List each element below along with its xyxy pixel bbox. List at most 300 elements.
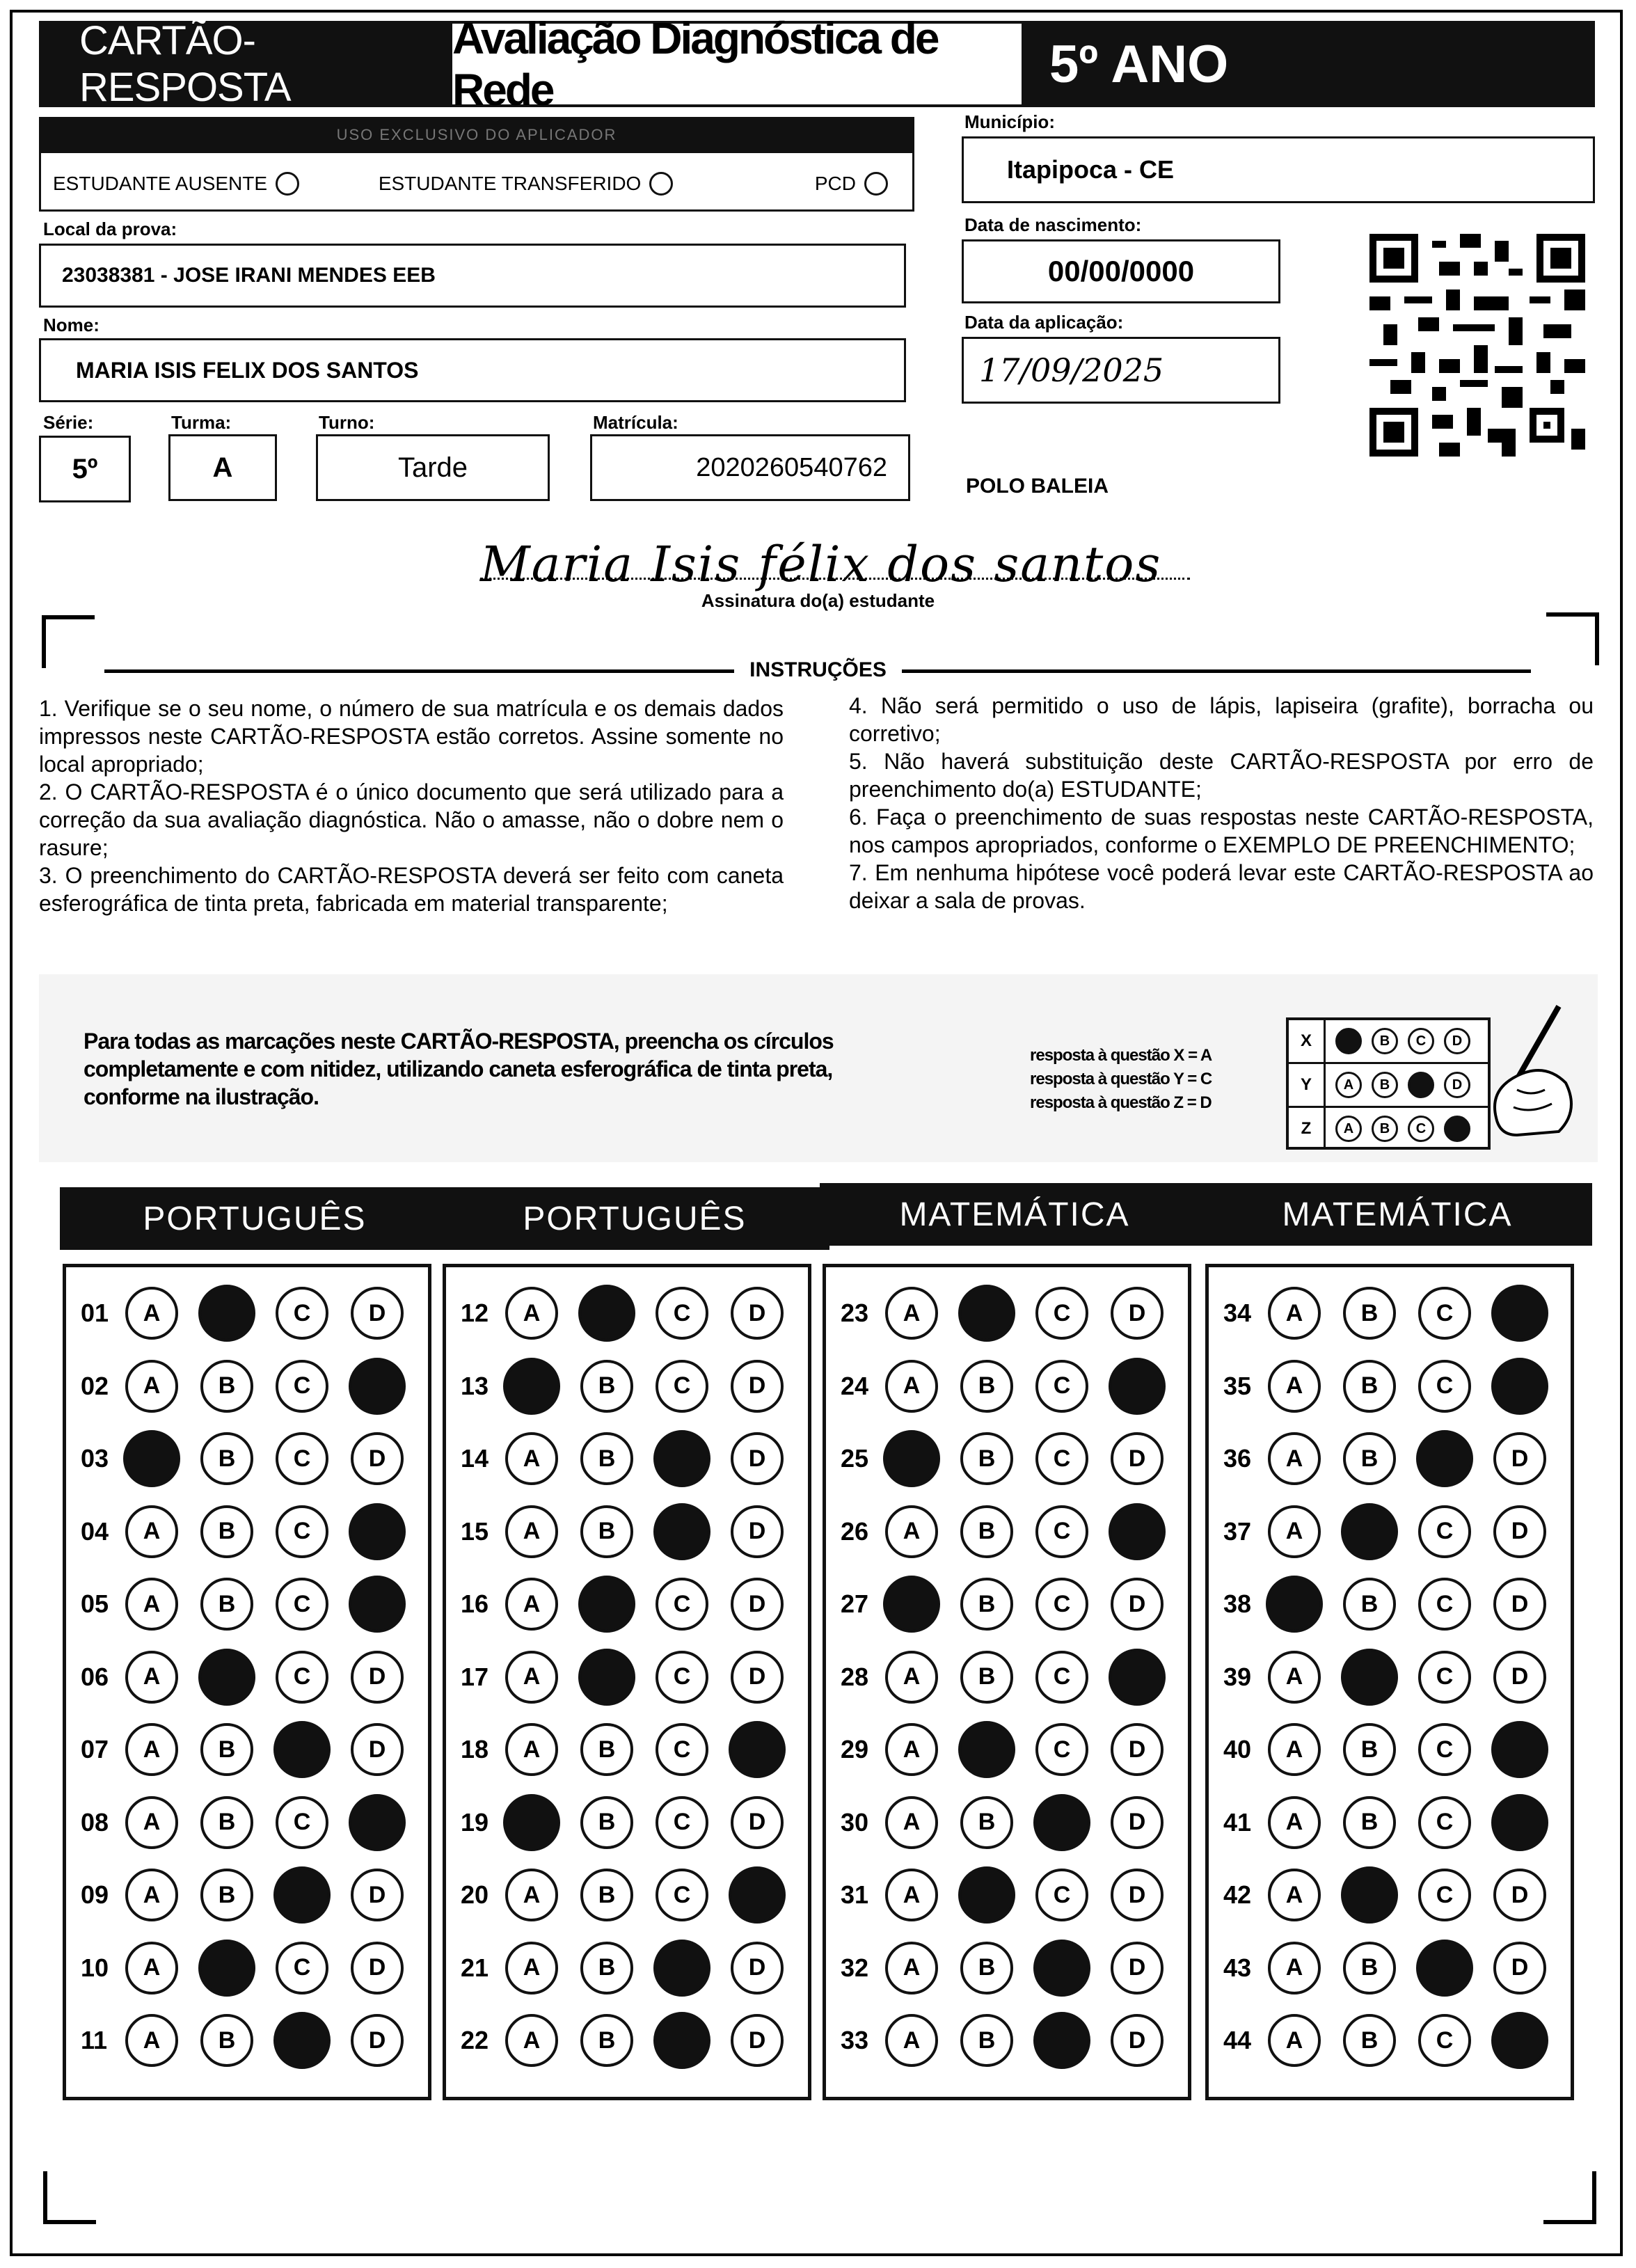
answer-bubble[interactable]: B (200, 1796, 253, 1849)
question-number: 44 (1223, 2026, 1252, 2054)
answer-bubble[interactable]: C (1035, 1505, 1088, 1558)
name-field[interactable]: MARIA ISIS FELIX DOS SANTOS (39, 338, 906, 402)
fill-example-bubble: D (1444, 1028, 1470, 1054)
question-number: 28 (841, 1662, 869, 1691)
question-number: 31 (841, 1880, 869, 1909)
answer-bubble[interactable]: A (505, 1942, 558, 1995)
answer-bubble[interactable]: C (656, 1360, 708, 1413)
answer-bubble[interactable]: B (200, 1432, 253, 1485)
answer-bubble[interactable]: A (125, 1578, 178, 1631)
answer-bubble[interactable]: B (580, 1723, 633, 1776)
fill-example-row (1289, 1020, 1488, 1064)
answer-bubble[interactable]: A (505, 1651, 558, 1704)
answer-bubble-filled[interactable] (883, 1576, 940, 1633)
answer-bubble[interactable]: A (125, 2014, 178, 2067)
exam-title: Avaliação Diagnóstica de Rede (450, 21, 1024, 107)
applicator-options (53, 168, 888, 199)
transferred-option[interactable] (379, 172, 815, 196)
answer-bubble[interactable]: A (1268, 1287, 1321, 1340)
answer-bubble-filled[interactable] (1266, 1576, 1323, 1633)
instructions-title-text: INSTRUÇÕES (734, 658, 902, 681)
answer-bubble[interactable]: A (885, 1651, 938, 1704)
answer-bubble-filled[interactable] (1416, 1430, 1473, 1487)
answer-bubble[interactable]: B (1343, 2014, 1396, 2067)
answer-bubble[interactable]: C (276, 1287, 328, 1340)
answer-bubble[interactable]: C (1035, 1723, 1088, 1776)
answer-bubble[interactable]: A (885, 1942, 938, 1995)
fill-example-bubble: C (1408, 1028, 1434, 1054)
answer-bubble[interactable]: D (1111, 1796, 1164, 1849)
answer-bubble[interactable]: B (580, 1942, 633, 1995)
answer-bubble[interactable]: A (885, 1505, 938, 1558)
answer-bubble[interactable]: C (276, 1360, 328, 1413)
question-number: 08 (81, 1807, 109, 1837)
answer-bubble[interactable]: D (731, 1432, 784, 1485)
answer-bubble[interactable]: A (125, 1651, 178, 1704)
question-row (841, 1430, 1186, 1487)
enrollment-label: Matrícula: (593, 412, 678, 433)
question-number: 40 (1223, 1735, 1252, 1763)
answer-bubble[interactable]: B (960, 2014, 1013, 2067)
instruction-7: 7. Em nenhuma hipótese você poderá levar este CARTÃO-RESPOSTA ao deixar a sala de provas. (849, 860, 1594, 913)
question-row (841, 1794, 1186, 1851)
answer-bubble[interactable]: A (505, 2014, 558, 2067)
answer-bubble-filled[interactable] (729, 1866, 786, 1924)
signature-line (480, 578, 1190, 580)
question-row (81, 1721, 426, 1778)
question-number: 03 (81, 1444, 109, 1473)
answer-bubble[interactable]: B (960, 1505, 1013, 1558)
answer-bubble-filled[interactable] (1491, 2012, 1548, 2069)
card-title: CARTÃO-RESPOSTA (39, 21, 450, 107)
fill-example-bubble: D (1444, 1072, 1470, 1098)
answer-bubble[interactable]: D (1111, 2014, 1164, 2067)
answer-bubble[interactable]: A (885, 1796, 938, 1849)
fill-example-legend (1030, 1044, 1212, 1115)
answer-bubble-filled[interactable] (503, 1358, 560, 1415)
question-row (841, 1940, 1186, 1997)
question-row (81, 1358, 426, 1415)
answer-bubble[interactable]: B (200, 1505, 253, 1558)
answer-bubble-filled[interactable] (1109, 1358, 1166, 1415)
answer-bubble[interactable]: D (1111, 1287, 1164, 1340)
answer-bubble-filled[interactable] (578, 1649, 635, 1706)
answer-bubble[interactable]: D (1493, 1942, 1546, 1995)
answer-bubble[interactable]: B (1343, 1723, 1396, 1776)
answer-bubble[interactable]: A (125, 1723, 178, 1776)
question-row (841, 1866, 1186, 1924)
answer-bubble[interactable]: C (276, 1796, 328, 1849)
question-row (841, 1503, 1186, 1560)
answer-bubble-filled[interactable] (273, 1866, 331, 1924)
question-row (461, 1503, 806, 1560)
answer-bubble[interactable]: C (1035, 1869, 1088, 1921)
answer-bubble[interactable]: C (1418, 1360, 1471, 1413)
answer-bubble[interactable]: D (1493, 1869, 1546, 1921)
answer-bubble[interactable]: C (656, 1796, 708, 1849)
answer-bubble[interactable]: B (960, 1432, 1013, 1485)
fill-example-bubble: B (1372, 1116, 1398, 1142)
answer-bubble-filled[interactable] (958, 1866, 1015, 1924)
section-header: MATEMÁTICA (1202, 1183, 1592, 1246)
answer-bubble[interactable]: D (1111, 1942, 1164, 1995)
answer-bubble[interactable]: D (731, 1651, 784, 1704)
answer-bubble[interactable]: A (505, 1505, 558, 1558)
question-row (1223, 1358, 1569, 1415)
pcd-option[interactable] (815, 172, 888, 196)
question-row (1223, 1721, 1569, 1778)
application-date-field[interactable]: 17/09/2025 (962, 337, 1280, 404)
local-field[interactable]: 23038381 - JOSE IRANI MENDES EEB (39, 244, 906, 308)
answer-bubble-filled[interactable] (1033, 1794, 1090, 1851)
answer-bubble-filled[interactable] (578, 1576, 635, 1633)
grade-title: 5º ANO (1024, 21, 1595, 107)
answer-bubble[interactable]: B (200, 1360, 253, 1413)
answer-bubble[interactable]: D (1493, 1651, 1546, 1704)
transferred-label: ESTUDANTE TRANSFERIDO (378, 173, 642, 194)
municipio-label: Município: (964, 111, 1055, 132)
answer-bubble[interactable]: B (580, 1869, 633, 1921)
answer-bubble[interactable]: B (1343, 1432, 1396, 1485)
answer-bubble[interactable]: A (885, 1360, 938, 1413)
answer-bubble[interactable]: A (505, 1578, 558, 1631)
question-row (1223, 1940, 1569, 1997)
question-row (1223, 1503, 1569, 1560)
answer-bubble[interactable]: C (1418, 1578, 1471, 1631)
answer-bubble[interactable]: C (656, 1651, 708, 1704)
question-number: 11 (81, 2026, 108, 2054)
answer-bubble[interactable]: A (885, 1287, 938, 1340)
question-number: 05 (81, 1589, 109, 1618)
instruction-6: 6. Faça o preenchimento de suas respostas neste CARTÃO-RESPOSTA, nos campos apropriados, conforme o EXEMPLO DE PREENCHIMENTO; (849, 804, 1594, 857)
question-number: 23 (841, 1299, 869, 1327)
answer-bubble-filled[interactable] (883, 1430, 940, 1487)
question-row (841, 1285, 1186, 1342)
question-number: 19 (461, 1807, 489, 1837)
answer-bubble[interactable]: B (960, 1942, 1013, 1995)
shift-label: Turno: (319, 412, 375, 433)
question-row (1223, 1285, 1569, 1342)
answer-bubble[interactable]: C (1418, 1651, 1471, 1704)
answer-bubble[interactable]: A (1268, 1651, 1321, 1704)
answer-bubble[interactable]: C (1035, 1432, 1088, 1485)
answer-bubble-filled[interactable] (1491, 1794, 1548, 1851)
grade-field[interactable]: 5º (39, 436, 131, 502)
question-row (841, 1649, 1186, 1706)
instructions-right (849, 692, 1594, 914)
answer-bubble[interactable]: C (1418, 2014, 1471, 2067)
name-label: Nome: (43, 315, 100, 335)
answer-bubble[interactable]: C (1418, 1287, 1471, 1340)
instruction-5: 5. Não haverá substituição deste CARTÃO-RESPOSTA por erro de preenchimento do(a) ESTUDANTE; (849, 749, 1594, 802)
answer-bubble[interactable]: C (656, 1723, 708, 1776)
answer-bubble-filled[interactable] (198, 1940, 255, 1997)
answer-bubble[interactable]: B (960, 1651, 1013, 1704)
shift-field[interactable]: Tarde (316, 434, 550, 501)
answer-bubble[interactable]: C (1035, 1578, 1088, 1631)
answer-bubble[interactable]: D (351, 1651, 404, 1704)
instruction-3: 3. O preenchimento do CARTÃO-RESPOSTA deverá ser feito com caneta esferográfica de tinta preta, fabricada em material transparente; (39, 863, 784, 916)
answer-bubble[interactable]: D (351, 1287, 404, 1340)
answer-bubble[interactable]: D (1493, 1505, 1546, 1558)
application-date-label: Data da aplicação: (964, 312, 1124, 333)
answer-bubble-filled[interactable] (1491, 1358, 1548, 1415)
answer-bubble[interactable]: B (1343, 1578, 1396, 1631)
answer-bubble[interactable]: B (580, 1505, 633, 1558)
answer-bubble-filled[interactable] (123, 1430, 180, 1487)
transferred-circle[interactable] (649, 172, 673, 196)
answer-bubble[interactable]: B (1343, 1287, 1396, 1340)
absent-circle[interactable] (276, 172, 299, 196)
answer-bubble-filled[interactable] (1491, 1721, 1548, 1778)
fill-example-bubble: B (1372, 1028, 1398, 1054)
answer-bubble-filled[interactable] (1416, 1940, 1473, 1997)
answer-bubble-filled[interactable] (1033, 2012, 1090, 2069)
question-number: 30 (841, 1807, 869, 1837)
question-row (1223, 2012, 1569, 2069)
answer-bubble-filled[interactable] (349, 1358, 406, 1415)
answer-bubble-filled[interactable] (653, 1430, 710, 1487)
fill-example-bubble (1444, 1116, 1470, 1142)
question-row (1223, 1649, 1569, 1706)
question-number: 34 (1223, 1299, 1252, 1327)
answer-bubble-filled[interactable] (1109, 1649, 1166, 1706)
answer-bubble[interactable]: D (351, 1432, 404, 1485)
question-number: 17 (461, 1662, 489, 1691)
answer-bubble[interactable]: B (580, 1360, 633, 1413)
question-number: 35 (1223, 1371, 1252, 1400)
corner-top-right (1546, 612, 1599, 665)
corner-bottom-right (1543, 2171, 1596, 2224)
answer-bubble[interactable]: D (1111, 1723, 1164, 1776)
answer-bubble-filled[interactable] (1341, 1866, 1398, 1924)
answer-bubble-filled[interactable] (198, 1649, 255, 1706)
question-number: 41 (1223, 1807, 1252, 1837)
answer-bubble-filled[interactable] (1341, 1649, 1398, 1706)
answer-bubble[interactable]: A (1268, 1505, 1321, 1558)
answer-bubble[interactable]: A (1268, 1796, 1321, 1849)
instruction-1: 1. Verifique se o seu nome, o número de sua matrícula e os demais dados impressos neste CARTÃO-RESPOSTA estão corretos. Assine somente no local apropriado; (39, 696, 784, 777)
question-row (461, 1576, 806, 1633)
answer-bubble[interactable]: D (1111, 1432, 1164, 1485)
answer-bubble[interactable]: D (1493, 1432, 1546, 1485)
answer-bubble-filled[interactable] (1491, 1285, 1548, 1342)
answer-bubble[interactable]: B (580, 1796, 633, 1849)
answer-bubble[interactable]: A (1268, 1942, 1321, 1995)
answer-bubble-filled[interactable] (349, 1794, 406, 1851)
enrollment-field[interactable]: 2020260540762 (590, 434, 910, 501)
question-row (81, 1794, 426, 1851)
fill-example-bubble: A (1335, 1072, 1362, 1098)
fill-example-row-label: Z (1289, 1108, 1326, 1150)
answer-bubble[interactable]: C (1035, 1651, 1088, 1704)
question-number: 29 (841, 1735, 869, 1763)
grade-label: Série: (43, 412, 94, 433)
answer-bubble[interactable]: B (1343, 1360, 1396, 1413)
answer-bubble[interactable]: B (1343, 1796, 1396, 1849)
answer-bubble-filled[interactable] (653, 1503, 710, 1560)
answer-bubble[interactable]: A (1268, 2014, 1321, 2067)
instruction-2: 2. O CARTÃO-RESPOSTA é o único documento que será utilizado para a correção da sua avaliação diagnóstica. Não o amasse, não o dobre nem o rasure; (39, 779, 784, 860)
question-row (841, 2012, 1186, 2069)
absent-label: ESTUDANTE AUSENTE (53, 173, 268, 194)
answer-bubble[interactable]: C (656, 1578, 708, 1631)
hand-pen-icon (1475, 999, 1580, 1139)
answer-bubble[interactable]: D (1111, 1869, 1164, 1921)
question-number: 22 (461, 2026, 489, 2054)
question-row (461, 2012, 806, 2069)
question-number: 42 (1223, 1880, 1252, 1909)
question-number: 32 (841, 1953, 869, 1982)
answer-bubble-filled[interactable] (578, 1285, 635, 1342)
answer-bubble[interactable]: B (200, 1869, 253, 1921)
answer-bubble[interactable]: C (1035, 1360, 1088, 1413)
question-number: 43 (1223, 1953, 1252, 1982)
answer-bubble-filled[interactable] (503, 1794, 560, 1851)
answer-bubble[interactable]: A (1268, 1432, 1321, 1485)
pcd-circle[interactable] (864, 172, 888, 196)
question-row (1223, 1576, 1569, 1633)
answer-bubble-filled[interactable] (729, 1721, 786, 1778)
answer-bubble[interactable]: A (125, 1796, 178, 1849)
answer-bubble[interactable]: C (1418, 1505, 1471, 1558)
fill-example-table (1286, 1017, 1491, 1150)
answer-bubble[interactable]: A (505, 1432, 558, 1485)
answer-bubble[interactable]: B (200, 1578, 253, 1631)
question-row (81, 1576, 426, 1633)
question-row (1223, 1430, 1569, 1487)
answer-bubble[interactable]: C (656, 1869, 708, 1921)
answer-bubble-filled[interactable] (653, 1940, 710, 1997)
answer-bubble[interactable]: A (125, 1869, 178, 1921)
answer-bubble[interactable]: D (351, 1723, 404, 1776)
question-number: 13 (461, 1371, 489, 1400)
answer-bubble[interactable]: A (885, 1723, 938, 1776)
question-row (81, 1940, 426, 1997)
legend-y: resposta à questão Y = C (1030, 1070, 1212, 1088)
answer-bubble-filled[interactable] (1109, 1503, 1166, 1560)
answer-bubble[interactable]: B (200, 2014, 253, 2067)
answer-bubble-filled[interactable] (1033, 1940, 1090, 1997)
student-signature: Maria Isis félix dos santos (480, 536, 1162, 593)
birth-field[interactable]: 00/00/0000 (962, 239, 1280, 303)
question-row (841, 1358, 1186, 1415)
answer-bubble[interactable]: A (125, 1942, 178, 1995)
question-number: 12 (461, 1299, 489, 1327)
question-number: 18 (461, 1735, 489, 1763)
answer-bubble[interactable]: D (731, 1796, 784, 1849)
answer-bubble[interactable]: C (276, 1578, 328, 1631)
answer-bubble[interactable]: D (1111, 1578, 1164, 1631)
fill-example-row-label: X (1289, 1020, 1326, 1062)
answer-bubble-filled[interactable] (349, 1503, 406, 1560)
class-field[interactable]: A (168, 434, 277, 501)
answer-bubble[interactable]: C (1418, 1723, 1471, 1776)
answer-bubble[interactable]: B (960, 1578, 1013, 1631)
answer-bubble[interactable]: C (276, 1432, 328, 1485)
answer-bubble[interactable]: D (351, 1869, 404, 1921)
section-header: PORTUGUÊS (440, 1187, 829, 1250)
question-row (81, 2012, 426, 2069)
question-number: 27 (841, 1589, 869, 1618)
answer-bubble-filled[interactable] (349, 1576, 406, 1633)
question-row (81, 1649, 426, 1706)
answer-bubble-filled[interactable] (273, 2012, 331, 2069)
answer-bubble[interactable]: C (276, 1942, 328, 1995)
answer-bubble-filled[interactable] (653, 2012, 710, 2069)
question-number: 24 (841, 1371, 869, 1400)
answer-bubble[interactable]: C (276, 1505, 328, 1558)
answer-bubble[interactable]: A (125, 1505, 178, 1558)
answer-bubble[interactable]: A (1268, 1723, 1321, 1776)
answer-bubble[interactable]: A (885, 2014, 938, 2067)
answer-bubble[interactable]: C (1418, 1796, 1471, 1849)
municipio-field[interactable]: Itapipoca - CE (962, 136, 1595, 203)
answer-bubble[interactable]: A (505, 1723, 558, 1776)
answer-bubble[interactable]: C (1418, 1869, 1471, 1921)
fill-example-bubble (1335, 1028, 1362, 1054)
answer-bubble-filled[interactable] (958, 1721, 1015, 1778)
question-row (1223, 1794, 1569, 1851)
fill-example-row-label: Y (1289, 1064, 1326, 1106)
answer-bubble[interactable]: A (1268, 1869, 1321, 1921)
answer-bubble[interactable]: D (731, 1578, 784, 1631)
question-row (461, 1649, 806, 1706)
question-number: 38 (1223, 1589, 1252, 1618)
answer-bubble[interactable]: C (276, 1651, 328, 1704)
answer-bubble[interactable]: D (731, 1505, 784, 1558)
legend-x: resposta à questão X = A (1030, 1046, 1212, 1065)
section-header: MATEMÁTICA (820, 1183, 1209, 1246)
question-number: 14 (461, 1444, 489, 1473)
answer-bubble[interactable]: C (656, 1287, 708, 1340)
fill-example-text: Para todas as marcações neste CARTÃO-RESPOSTA, preencha os círculos completamente e com nitidez, utilizando caneta esferográfica de tinta preta, conforme na ilustração. (84, 1029, 834, 1109)
answer-bubble[interactable]: A (505, 1869, 558, 1921)
answer-bubble-filled[interactable] (198, 1285, 255, 1342)
answer-bubble-filled[interactable] (1341, 1503, 1398, 1560)
answer-bubble[interactable]: A (125, 1360, 178, 1413)
question-number: 07 (81, 1735, 109, 1763)
question-row (81, 1285, 426, 1342)
answer-bubble[interactable]: D (731, 2014, 784, 2067)
answer-bubble[interactable]: B (580, 1432, 633, 1485)
answer-bubble[interactable]: D (731, 1287, 784, 1340)
answer-bubble[interactable]: D (351, 1942, 404, 1995)
answer-bubble[interactable]: D (731, 1942, 784, 1995)
answer-bubble[interactable]: B (580, 2014, 633, 2067)
answer-bubble[interactable]: A (1268, 1360, 1321, 1413)
absent-option[interactable] (53, 172, 379, 196)
question-number: 04 (81, 1516, 109, 1546)
answer-bubble[interactable]: A (125, 1287, 178, 1340)
answer-bubble[interactable]: A (885, 1869, 938, 1921)
answer-bubble[interactable]: D (731, 1360, 784, 1413)
section-header: PORTUGUÊS (60, 1187, 450, 1250)
question-number: 15 (461, 1516, 489, 1546)
answer-bubble[interactable]: A (505, 1287, 558, 1340)
answer-bubble[interactable]: B (200, 1723, 253, 1776)
question-row (461, 1866, 806, 1924)
answer-bubble[interactable]: D (1493, 1578, 1546, 1631)
answer-bubble[interactable]: D (351, 2014, 404, 2067)
answer-bubble[interactable]: B (960, 1796, 1013, 1849)
answer-bubble[interactable]: B (1343, 1942, 1396, 1995)
question-row (81, 1503, 426, 1560)
answer-bubble[interactable]: B (960, 1360, 1013, 1413)
answer-bubble-filled[interactable] (958, 1285, 1015, 1342)
answer-bubble[interactable]: C (1035, 1287, 1088, 1340)
answer-bubble-filled[interactable] (273, 1721, 331, 1778)
